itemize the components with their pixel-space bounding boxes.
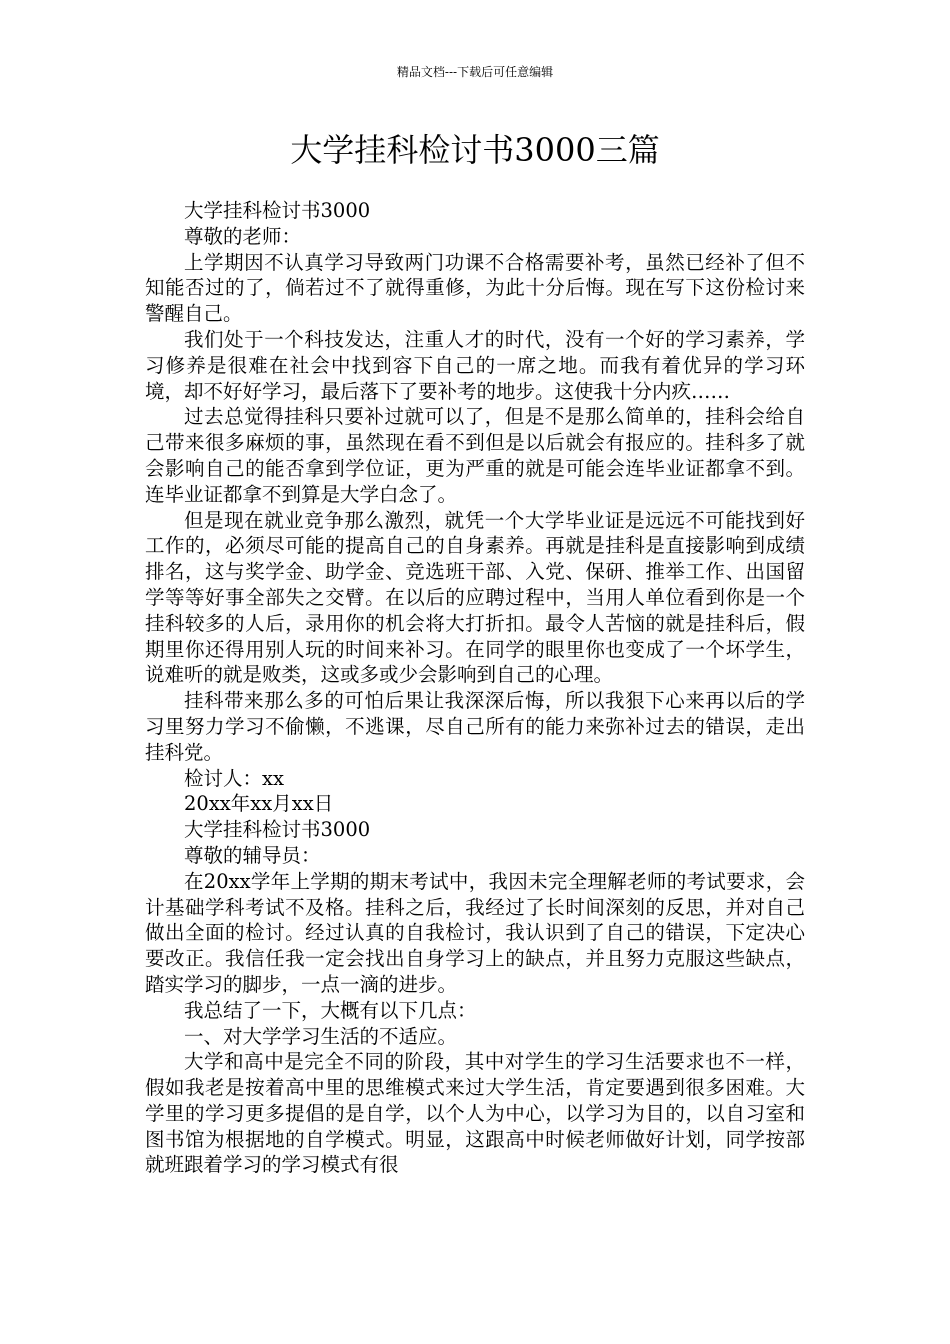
paragraph: 我们处于一个科技发达，注重人才的时代，没有一个好的学习素养，学习修养是很难在社会中找到容下自己的一席之地。而我有着优异的学习环境，却不好好学习，最后落下了要补考的地步。这使我十分内疚…… xyxy=(145,327,805,403)
paragraph: 大学挂科检讨书3000 xyxy=(184,818,371,842)
paragraph: 一、对大学学习生活的不适应。 xyxy=(184,1024,458,1048)
paragraph: 在20xx学年上学期的期末考试中，我因未完全理解老师的考试要求，会计基础学科考试不及格。挂科之后，我经过了长时间深刻的反思，并对自己做出全面的检讨。经过认真的自我检讨，我认识到了自己的错误，下定决心要改正。我信任我一定会找出自身学习上的缺点，并且努力克服这些缺点，踏实学习的脚步，一点一滴的进步。 xyxy=(145,869,805,996)
paragraph: 挂科带来那么多的可怕后果让我深深后悔，所以我狠下心来再以后的学习里努力学习不偷懒，不逃课，尽自己所有的能力来弥补过去的错误，走出挂科党。 xyxy=(145,689,805,764)
paragraph: 我总结了一下，大概有以下几点： xyxy=(184,998,477,1022)
document-title: 大学挂科检讨书3000三篇 xyxy=(290,131,660,169)
paragraph: 上学期因不认真学习导致两门功课不合格需要补考，虽然已经补了但不知能否过的了，倘若过不了就得重修，为此十分后悔。现在写下这份检讨来警醒自己。 xyxy=(145,250,805,326)
paragraph: 大学和高中是完全不同的阶段，其中对学生的学习生活要求也不一样，假如我老是按着高中里的思维模式来过大学生活，肯定要遇到很多困难。大学里的学习更多提倡的是自学，以个人为中心，以学习为目的，以自习室和图书馆为根据地的自学模式。明显，这跟高中时候老师做好计划，同学按部就班跟着学习的学习模式有很 xyxy=(145,1050,805,1177)
header-note: 精品文档---下载后可任意编辑 xyxy=(396,65,554,79)
document-body xyxy=(145,198,805,1178)
paragraph: 但是现在就业竞争那么激烈，就凭一个大学毕业证是远远不可能找到好工作的，必须尽可能的提高自己的自身素养。再就是挂科是直接影响到成绩排名，这与奖学金、助学金、竞选班干部、入党、保研、推举工作、出国留学等等好事全部失之交臂。在以后的应聘过程中，当用人单位看到你是一个挂科较多的人后，录用你的机会将大打折扣。最令人苦恼的就是挂科后，假期里你还得用别人玩的时间来补习。在同学的眼里你也变成了一个坏学生，说难听的就是败类，这或多或少会影响到自己的心理。 xyxy=(145,508,805,687)
paragraph: 大学挂科检讨书3000 xyxy=(184,199,371,222)
paragraph: 过去总觉得挂科只要补过就可以了，但是不是那么简单的，挂科会给自己带来很多麻烦的事，虽然现在看不到但是以后就会有报应的。挂科多了就会影响自己的能否拿到学位证，更为严重的就是可能会连毕业证都拿不到。连毕业证都拿不到算是大学白念了。 xyxy=(145,405,805,506)
paragraph: 检讨人：xx xyxy=(184,766,284,790)
paragraph: 尊敬的老师： xyxy=(184,224,302,248)
paragraph: 20xx年xx月xx日 xyxy=(184,792,334,816)
paragraph: 尊敬的辅导员： xyxy=(184,843,321,867)
